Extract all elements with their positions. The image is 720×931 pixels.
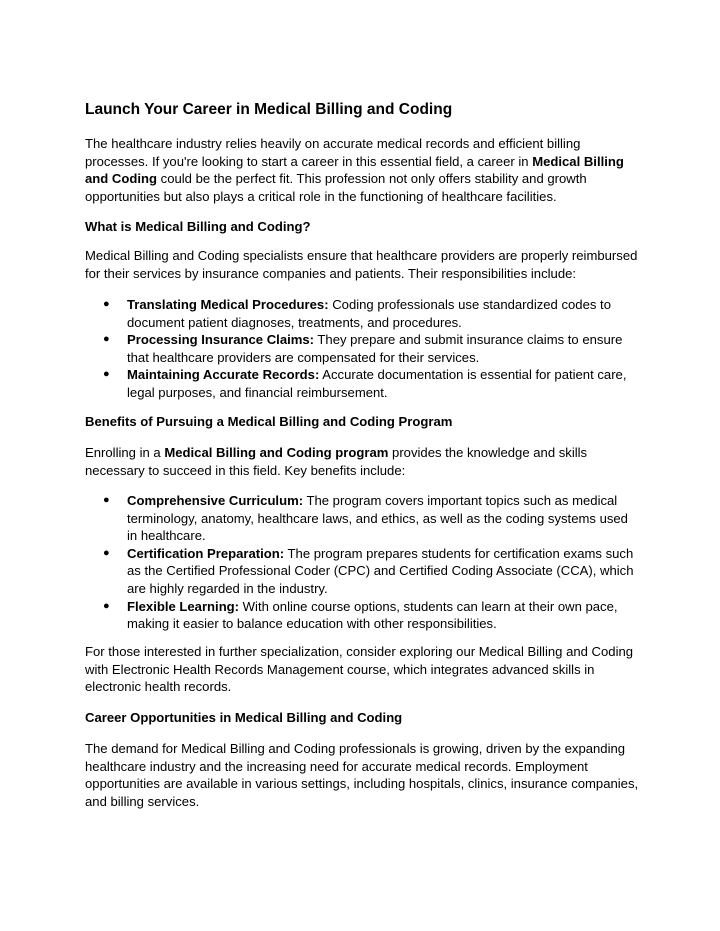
bullet-icon: ●: [103, 333, 110, 346]
section-heading-career: Career Opportunities in Medical Billing and Coding: [85, 710, 403, 725]
intro-text-1: The healthcare industry relies heavily on accurate medical records and efficient billing processes. If you're looking to start a career in this essential field, a career in: [85, 136, 581, 169]
list-item-title: Translating Medical Procedures:: [127, 297, 329, 312]
intro-bold-term: Medical Billing and Coding: [85, 153, 624, 187]
list-item-text: Accurate documentation is essential for patient care, legal purposes, and financial reimbursement.: [127, 367, 627, 400]
list-item: [85, 331, 640, 366]
section2-text-1: Enrolling in a: [85, 445, 165, 460]
list-item: [85, 366, 640, 401]
section3-paragraph: The demand for Medical Billing and Coding professionals is growing, driven by the expanding healthcare industry and the increasing need for accurate medical records. Employment opportunities are available in various settings, including hospitals, clinics, insurance companies, and billing services.: [85, 741, 639, 809]
list-item-text: With online course options, students can learn at their own pace, making it easier to balance education with other responsibilities.: [127, 598, 618, 632]
section2-text-2: provides the knowledge and skills necessary to succeed in this field. Key benefits include:: [85, 445, 588, 478]
bullet-icon: ●: [103, 546, 110, 559]
list-item-title: Flexible Learning:: [127, 598, 240, 614]
list-item-text: They prepare and submit insurance claims to ensure that healthcare providers are compensated for their services.: [127, 332, 623, 365]
bullet-icon: ●: [103, 494, 110, 506]
section-heading-benefits: Benefits of Pursuing a Medical Billing and Coding Program: [85, 414, 453, 429]
section-heading-what-is: What is Medical Billing and Coding?: [85, 219, 311, 234]
section2-paragraph: [85, 444, 640, 479]
list-item: [85, 545, 640, 598]
list-item-text: The program covers important topics such as medical terminology, anatomy, healthcare laws, and ethics, as well as the coding systems used in healthcare.: [127, 493, 628, 544]
intro-text-2: could be the perfect fit. This profession not only offers stability and growth opportunities but also plays a critical role in the functioning of healthcare facilities.: [85, 171, 587, 204]
bullet-icon: ●: [103, 599, 110, 612]
list-item-text: The program prepares students for certification exams such as the Certified Professional Coder (CPC) and Certified Coding Associate (CCA), which are highly regarded in the industry.: [127, 545, 634, 596]
section1-paragraph: Medical Billing and Coding specialists ensure that healthcare providers are properly reimbursed for their services by insurance companies and patients. Their responsibilities include:: [85, 248, 638, 281]
page-title: Launch Your Career in Medical Billing and Coding: [85, 101, 453, 118]
bullet-icon: ●: [103, 368, 110, 381]
list-item: [85, 296, 640, 331]
bullet-icon: ●: [103, 298, 110, 310]
list-item-title: Comprehensive Curriculum:: [127, 493, 304, 508]
list-item-text: Coding professionals use standardized codes to document patient diagnoses, treatments, and procedures.: [127, 297, 611, 330]
list-item: [85, 598, 640, 633]
list-item-title: Maintaining Accurate Records:: [127, 367, 320, 383]
benefits-list: [85, 492, 640, 633]
list-item: [85, 492, 640, 545]
list-item-title: Certification Preparation:: [127, 545, 285, 561]
responsibilities-list: [85, 296, 640, 402]
intro-paragraph: [85, 135, 640, 205]
specialization-paragraph: For those interested in further specialization, consider exploring our Medical Billing and Coding with Electronic Health Records Management course, which integrates advanced skills in electronic health records.: [85, 644, 634, 695]
section2-bold-term: Medical Billing and Coding program: [164, 445, 389, 460]
list-item-title: Processing Insurance Claims:: [127, 332, 315, 348]
